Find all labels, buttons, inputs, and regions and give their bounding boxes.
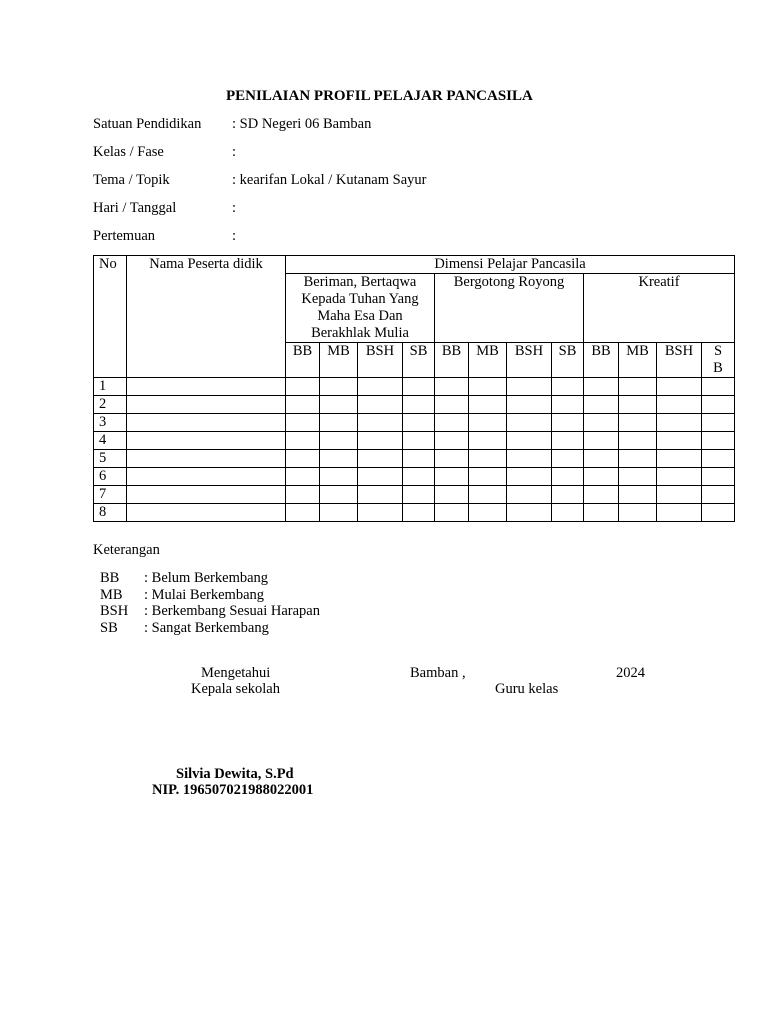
field-label-tema: Tema / Topik bbox=[93, 172, 170, 188]
level-header: MB bbox=[469, 343, 507, 378]
name-cell bbox=[127, 486, 286, 504]
field-value-tema: : kearifan Lokal / Kutanam Sayur bbox=[232, 172, 427, 188]
signature-mengetahui: Mengetahui bbox=[201, 665, 271, 681]
row-number: 7 bbox=[94, 486, 127, 504]
name-cell bbox=[127, 504, 286, 522]
level-header: MB bbox=[320, 343, 358, 378]
name-cell bbox=[127, 432, 286, 450]
header-row-dimension bbox=[94, 256, 735, 274]
field-label-satuan: Satuan Pendidikan bbox=[93, 116, 202, 132]
level-header: S B bbox=[702, 343, 735, 378]
header-name: Nama Peserta didik bbox=[127, 256, 286, 378]
signature-place: Bamban , bbox=[410, 665, 466, 681]
row-number: 8 bbox=[94, 504, 127, 522]
name-cell bbox=[127, 468, 286, 486]
signature-nip: NIP. 196507021988022001 bbox=[152, 782, 314, 798]
row-number: 6 bbox=[94, 468, 127, 486]
level-header: BSH bbox=[507, 343, 552, 378]
legend-desc: : Mulai Berkembang bbox=[144, 587, 265, 603]
level-header: BSH bbox=[358, 343, 403, 378]
table-row bbox=[94, 450, 735, 468]
row-number: 5 bbox=[94, 450, 127, 468]
level-header: BB bbox=[286, 343, 320, 378]
signature-guru-kelas: Guru kelas bbox=[495, 681, 559, 697]
name-cell bbox=[127, 396, 286, 414]
assessment-table bbox=[93, 255, 735, 522]
table-row bbox=[94, 414, 735, 432]
legend-desc: : Sangat Berkembang bbox=[144, 620, 269, 636]
legend-desc: : Belum Berkembang bbox=[144, 570, 269, 586]
legend-code: MB bbox=[100, 587, 123, 603]
page-title: PENILAIAN PROFIL PELAJAR PANCASILA bbox=[226, 88, 533, 104]
field-label-kelas: Kelas / Fase bbox=[93, 144, 164, 160]
field-value-kelas: : bbox=[232, 144, 237, 160]
field-value-hari: : bbox=[232, 200, 237, 216]
field-value-satuan: : SD Negeri 06 Bamban bbox=[232, 116, 372, 132]
table-row bbox=[94, 432, 735, 450]
name-cell bbox=[127, 414, 286, 432]
header-no: No bbox=[94, 256, 127, 378]
signature-kepala-sekolah: Kepala sekolah bbox=[191, 681, 280, 697]
name-cell bbox=[127, 378, 286, 396]
level-header: BSH bbox=[657, 343, 702, 378]
legend-code: BB bbox=[100, 570, 120, 586]
legend-heading: Keterangan bbox=[93, 542, 160, 558]
field-label-pertemuan: Pertemuan bbox=[93, 228, 156, 244]
level-header: SB bbox=[403, 343, 435, 378]
table-row bbox=[94, 504, 735, 522]
row-number: 2 bbox=[94, 396, 127, 414]
legend-desc: : Berkembang Sesuai Harapan bbox=[144, 603, 320, 619]
name-cell bbox=[127, 450, 286, 468]
table-row bbox=[94, 396, 735, 414]
header-dimension: Dimensi Pelajar Pancasila bbox=[286, 256, 735, 274]
signature-name: Silvia Dewita, S.Pd bbox=[176, 766, 294, 782]
row-number: 3 bbox=[94, 414, 127, 432]
header-dim-kreatif: Kreatif bbox=[584, 274, 735, 343]
level-header: BB bbox=[435, 343, 469, 378]
table-row bbox=[94, 486, 735, 504]
table-row bbox=[94, 378, 735, 396]
level-header: BB bbox=[584, 343, 619, 378]
field-value-pertemuan: : bbox=[232, 228, 237, 244]
field-label-hari: Hari / Tanggal bbox=[93, 200, 177, 216]
legend-code: BSH bbox=[100, 603, 129, 619]
level-header: MB bbox=[619, 343, 657, 378]
signature-year: 2024 bbox=[616, 665, 645, 681]
table-row bbox=[94, 468, 735, 486]
level-header: SB bbox=[552, 343, 584, 378]
legend-code: SB bbox=[100, 620, 118, 636]
header-dim-gotong-royong: Bergotong Royong bbox=[435, 274, 584, 343]
header-dim-beriman: Beriman, Bertaqwa Kepada Tuhan Yang Maha Esa Dan Berakhlak Mulia bbox=[286, 274, 435, 343]
row-number: 1 bbox=[94, 378, 127, 396]
row-number: 4 bbox=[94, 432, 127, 450]
